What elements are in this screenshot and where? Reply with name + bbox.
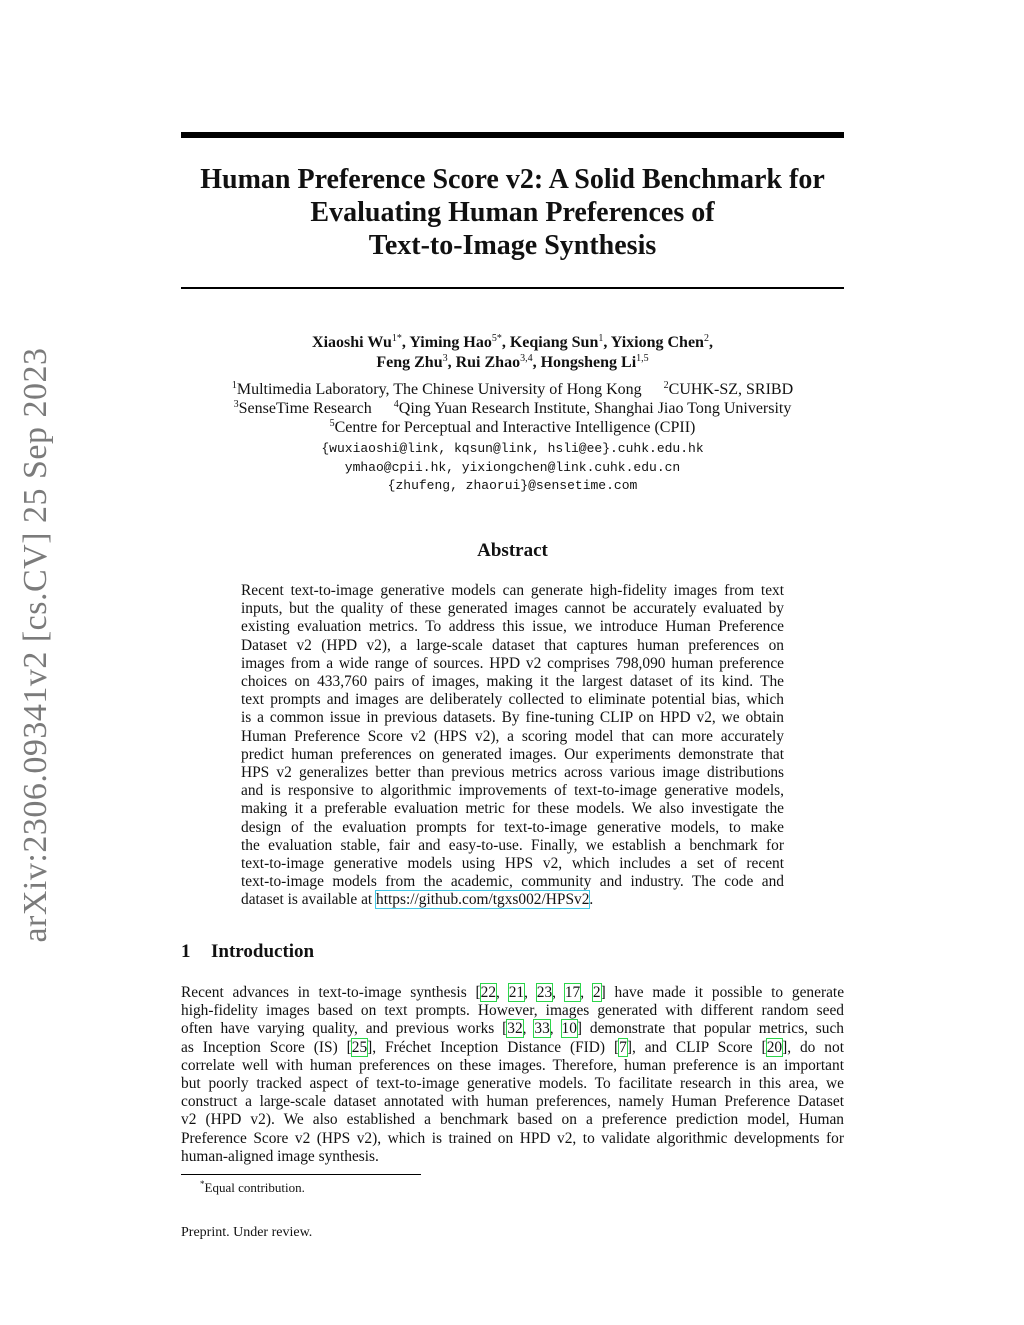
email-line: {wuxiaoshi@link, kqsun@link, hsli@ee}.cuhk.edu.hk [321,441,704,456]
introduction-text: , [580,984,593,1001]
affiliation-line [181,380,844,399]
introduction-text: as Inception Score (IS) [ [181,1038,352,1056]
abstract-line: the evaluation stable, fair and easy-to-use. Finally, we establish a benchmark for [241,836,784,854]
introduction-text: often have varying quality, and previous works [ [181,1020,508,1038]
abstract-line: images from a wide range of sources. HPD v2 comprises 798,090 human preference [241,654,784,672]
abstract-line: choices on 433,760 pairs of images, making it the largest dataset of its kind. The [241,673,784,691]
email-line: {zhufeng, zhaorui}@sensetime.com [387,478,638,493]
footnote-mark: * [200,1179,205,1189]
introduction-body [181,984,844,1166]
author-affiliation-mark: 3 [442,353,448,364]
affiliation-line [181,418,844,437]
introduction-line [181,1002,844,1020]
citation-link[interactable]: 10 [561,1020,577,1038]
affiliation-text: CUHK-SZ, SRIBD [668,381,794,398]
abstract-line: Dataset v2 (HPD v2), a large-scale dataset that captures human preferences on [241,636,784,654]
abstract-line: HPS v2 generalizes better than previous metrics across various image distributions [241,764,784,782]
preprint-note: Preprint. Under review. [181,1225,313,1240]
affiliation-text: Qing Yuan Research Institute, Shanghai Jiao Tong University [398,400,792,417]
introduction-text: Recent advances in text-to-image synthesis [ [181,984,481,1001]
affiliations [181,380,844,437]
author-affiliation-mark: 1,5 [636,353,649,364]
abstract-line: existing evaluation metrics. To address this issue, we introduce Human Preference [241,618,784,636]
citation-link[interactable]: 32 [507,1020,523,1038]
author-name: Feng Zhu [376,354,443,371]
author-affiliation-mark: 1* [391,333,402,344]
introduction-text: , [552,984,565,1001]
affiliation-text: Multimedia Laboratory, The Chinese University of Hong Kong [236,381,642,398]
abstract-line: text-to-image generative models using HPS v2, which includes a set of recent [241,855,784,873]
paper-title [181,163,844,262]
abstract-text: . [589,891,594,909]
introduction-text: ] have made it possible to generate [600,984,845,1001]
introduction-text: ] demonstrate that popular metrics, such [576,1020,844,1038]
abstract-line: is a common issue in previous datasets. By fine-tuning CLIP on HPD v2, we obtain [241,709,784,727]
introduction-line [181,1148,844,1166]
author-name: Xiaoshi Wu [312,334,392,351]
introduction-text: but poorly tracked aspect of text-to-image generative models. To facilitate research in this area, we [181,1075,844,1093]
author-affiliation-mark: 2 [703,333,709,344]
author-affiliation-mark: 3,4 [520,353,533,364]
abstract-line: predict human preferences on generated images. Our experiments demonstrate that [241,745,784,763]
citation-link[interactable]: 22 [480,984,497,1001]
author-separator: , [603,334,611,351]
abstract-line: design of the evaluation prompts for text-to-image generative models, to make [241,818,784,836]
author-separator: , [401,334,410,351]
affiliation-mark: 5 [329,418,335,429]
citation-link[interactable]: 21 [508,984,525,1001]
author-line [181,333,844,353]
introduction-line [181,1039,844,1057]
introduction-text: , [549,1020,562,1038]
introduction-line [181,1020,844,1038]
introduction-text: , [524,984,537,1001]
abstract-line: text-to-image models from the academic, community and industry. The code and [241,873,784,891]
affiliation-text: Centre for Perceptual and Interactive Intelligence (CPII) [334,419,696,436]
citation-link[interactable]: 2 [592,984,601,1001]
abstract-line: text prompts and images are deliberately collected to eliminate potential bias, which [241,691,784,709]
author-separator: , [532,354,541,371]
introduction-text: high-fidelity images based on text prompts. However, images generated with different random seed [181,1002,844,1020]
introduction-line [181,1130,844,1148]
abstract-line [241,891,784,909]
citation-link[interactable]: 20 [766,1038,783,1056]
author-affiliation-mark: 5* [491,333,502,344]
section-title: Introduction [211,941,315,962]
introduction-text: Preference Score v2 (HPS v2), which is trained on HPD v2, to validate algorithmic developments for [181,1129,844,1147]
introduction-text: construct a large-scale dataset annotated with human preferences, namely Human Preference Dataset [181,1093,844,1111]
affiliation-text: SenseTime Research [238,400,372,417]
introduction-line [181,1111,844,1129]
title-top-rule [181,132,844,138]
abstract-text: dataset is available at [241,891,377,909]
introduction-line [181,1057,844,1075]
introduction-line [181,984,844,1002]
author-line [181,353,844,373]
title-line: Evaluating Human Preferences of [310,197,715,228]
author-separator: , [447,354,456,371]
introduction-text: ], Fréchet Inception Distance (FID) [ [367,1038,620,1056]
introduction-text: correlate well with human preferences on these images. Therefore, human preference is an important [181,1056,844,1074]
abstract-line: making it a preferable evaluation metric for these models. We also investigate the [241,800,784,818]
affiliation-mark: 4 [393,399,399,410]
author-name: Yiming Hao [409,334,492,351]
section-heading-introduction [181,941,314,963]
author-affiliation-mark: 1 [598,333,604,344]
introduction-text: human-aligned image synthesis. [181,1147,379,1165]
arxiv-identifier: arXiv:2306.09341v2 [cs.CV] 25 Sep 2023 [17,347,54,943]
abstract-body [241,582,784,910]
citation-link[interactable]: 33 [534,1020,550,1038]
citation-link[interactable]: 17 [564,984,581,1001]
footnote-text: Equal contribution. [204,1180,305,1195]
abstract-heading: Abstract [477,540,548,561]
citation-link[interactable]: 25 [351,1038,368,1056]
author-list [181,333,844,373]
introduction-text: , [522,1020,535,1038]
affiliation-mark: 2 [663,380,669,391]
abstract-line: and is responsive to algorithmic improvements of text-to-image generative models, [241,782,784,800]
author-name: Hongsheng Li [540,354,637,371]
introduction-text: , [496,984,509,1001]
author-separator: , [708,334,713,351]
citation-link[interactable]: 7 [619,1038,627,1056]
email-line: ymhao@cpii.hk, yixiongchen@link.cuhk.edu.cn [344,459,681,475]
introduction-line [181,1093,844,1111]
author-separator: , [501,334,510,351]
affiliation-mark: 3 [233,399,239,410]
github-link[interactable]: https://github.com/tgxs002/HPSv2 [376,891,590,909]
citation-link[interactable]: 23 [536,984,553,1001]
footnote [200,1180,305,1196]
abstract-line: inputs, but the quality of these generated images cannot be accurately evaluated by [241,600,784,618]
introduction-text: v2 (HPD v2). We also established a benchmark based on a preference prediction model, Human [181,1111,844,1129]
title-line: Human Preference Score v2: A Solid Benchmark for [200,164,825,195]
abstract-line: Recent text-to-image generative models can generate high-fidelity images from text [241,582,784,599]
author-emails [181,440,844,496]
footnote-rule [181,1174,421,1175]
abstract-line: Human Preference Score v2 (HPS v2), a scoring model that can more accurately [241,727,784,745]
author-name: Keqiang Sun [509,334,599,351]
author-name: Yixiong Chen [610,334,704,351]
title-line: Text-to-Image Synthesis [368,230,657,261]
introduction-text: ], and CLIP Score [ [626,1038,767,1056]
introduction-text: ], do not [782,1038,844,1056]
section-number: 1 [181,941,191,962]
author-name: Rui Zhao [455,354,521,371]
affiliation-mark: 1 [231,380,237,391]
title-bottom-rule [181,287,844,289]
introduction-line [181,1075,844,1093]
affiliation-line [181,399,844,418]
